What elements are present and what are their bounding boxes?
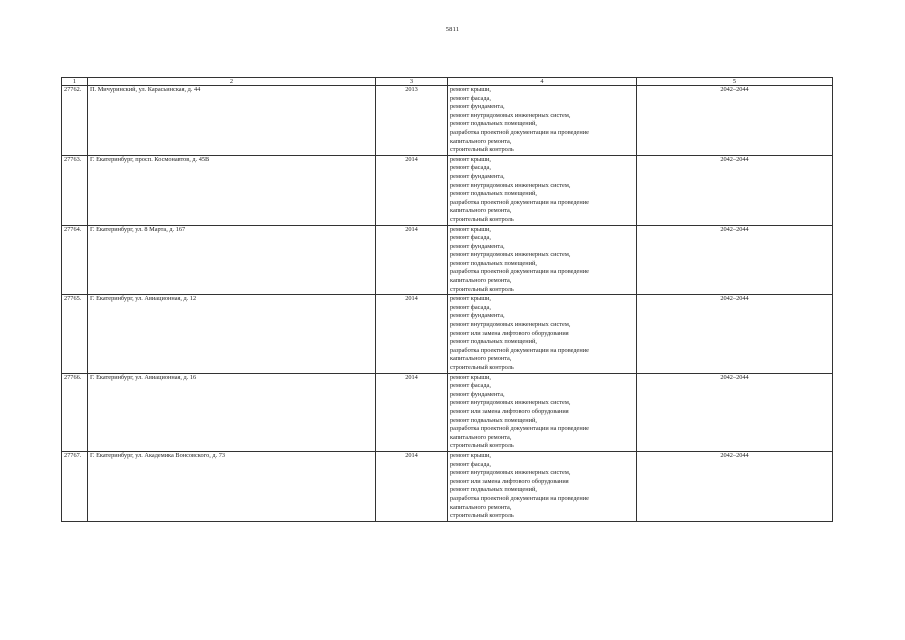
work-item: строительный контроль [450, 215, 514, 223]
row-year: 2014 [376, 295, 448, 373]
work-item: строительный контроль [450, 364, 514, 371]
work-item: ремонт фундамента, [450, 172, 505, 180]
work-item: ремонт подвальных помещений, [450, 190, 537, 198]
work-item: ремонт фасада, [450, 460, 491, 468]
row-address: Г. Екатеринбург, ул. 8 Марта, д. 167 [88, 225, 376, 295]
work-item: ремонт крыши, [450, 225, 492, 233]
table-row [62, 295, 833, 373]
column-header-5: 5 [637, 78, 833, 86]
column-header-2: 2 [88, 78, 376, 86]
row-period: 2042–2044 [637, 155, 833, 225]
work-item: ремонт или замена лифтового оборудования [450, 329, 569, 337]
work-item: ремонт фасада, [450, 234, 491, 242]
work-item: капитального ремонта, [450, 207, 512, 215]
work-item: ремонт внутридомовых инженерных систем, [450, 321, 571, 329]
work-item: капитального ремонта, [450, 355, 512, 363]
work-item: разработка проектной документации на проведение [450, 346, 589, 354]
work-item: строительный контроль [450, 512, 514, 520]
row-address: Г. Екатеринбург, ул. Авиационная, д. 16 [88, 373, 376, 451]
row-number: 27764. [62, 225, 88, 295]
row-number: 27765. [62, 295, 88, 373]
work-item: ремонт фасада, [450, 164, 491, 172]
work-item: капитального ремонта, [450, 277, 512, 285]
row-period: 2042–2044 [637, 373, 833, 451]
row-period: 2042–2044 [637, 295, 833, 373]
table-row [62, 373, 833, 451]
work-item: ремонт внутридомовых инженерных систем, [450, 181, 571, 189]
row-works-list [448, 295, 637, 373]
row-year: 2014 [376, 225, 448, 295]
table-row [62, 86, 833, 156]
row-year: 2014 [376, 451, 448, 521]
work-item: ремонт фундамента, [450, 390, 505, 398]
row-works-list [448, 225, 637, 295]
column-header-1: 1 [62, 78, 88, 86]
work-item: ремонт крыши, [450, 295, 492, 303]
row-address: Г. Екатеринбург, ул. Академика Вонсовского, д. 73 [88, 451, 376, 521]
work-item: разработка проектной документации на проведение [450, 425, 589, 433]
header-row [62, 78, 833, 86]
column-header-4: 4 [448, 78, 637, 86]
table-row [62, 451, 833, 521]
row-period: 2042–2044 [637, 225, 833, 295]
work-item: разработка проектной документации на проведение [450, 494, 589, 502]
row-works-list [448, 373, 637, 451]
work-item: строительный контроль [450, 285, 514, 293]
work-item: капитального ремонта, [450, 433, 512, 441]
work-item: ремонт или замена лифтового оборудования [450, 407, 569, 415]
row-address: Г. Екатеринбург, ул. Авиационная, д. 12 [88, 295, 376, 373]
work-item: ремонт подвальных помещений, [450, 338, 537, 346]
work-item: разработка проектной документации на проведение [450, 268, 589, 276]
row-number: 27767. [62, 451, 88, 521]
work-item: ремонт фундамента, [450, 312, 505, 320]
work-item: ремонт внутридомовых инженерных систем, [450, 399, 571, 407]
row-works-list [448, 86, 637, 156]
work-item: ремонт подвальных помещений, [450, 486, 537, 494]
work-item: ремонт фундамента, [450, 103, 505, 111]
row-year: 2013 [376, 86, 448, 156]
table-body [62, 86, 833, 522]
work-item: строительный контроль [450, 442, 514, 450]
work-item: ремонт крыши, [450, 86, 492, 93]
row-address: Г. Екатеринбург, просп. Космонавтов, д. 45В [88, 155, 376, 225]
row-year: 2014 [376, 155, 448, 225]
column-header-3: 3 [376, 78, 448, 86]
table-row [62, 155, 833, 225]
work-item: ремонт крыши, [450, 155, 492, 163]
work-item: ремонт внутридомовых инженерных систем, [450, 251, 571, 259]
work-item: ремонт фасада, [450, 382, 491, 390]
work-item: ремонт фасада, [450, 303, 491, 311]
row-year: 2014 [376, 373, 448, 451]
row-period: 2042–2044 [637, 451, 833, 521]
row-works-list [448, 155, 637, 225]
capital-repair-table [61, 77, 833, 522]
work-item: ремонт подвальных помещений, [450, 416, 537, 424]
work-item: ремонт крыши, [450, 373, 492, 381]
work-item: ремонт внутридомовых инженерных систем, [450, 111, 571, 119]
work-item: ремонт фасада, [450, 94, 491, 102]
work-item: ремонт подвальных помещений, [450, 259, 537, 267]
row-number: 27762. [62, 86, 88, 156]
row-address: П. Мичуринский, ул. Карасьинская, д. 44 [88, 86, 376, 156]
page-number: 5811 [445, 26, 460, 33]
work-item: капитального ремонта, [450, 503, 512, 511]
work-item: ремонт крыши, [450, 451, 492, 459]
work-item: ремонт или замена лифтового оборудования [450, 477, 569, 485]
work-item: строительный контроль [450, 146, 514, 154]
row-period: 2042–2044 [637, 86, 833, 156]
work-item: капитального ремонта, [450, 137, 512, 145]
row-number: 27766. [62, 373, 88, 451]
row-number: 27763. [62, 155, 88, 225]
work-item: ремонт внутридомовых инженерных систем, [450, 469, 571, 477]
work-item: ремонт фундамента, [450, 242, 505, 250]
work-item: разработка проектной документации на проведение [450, 128, 589, 136]
table-row [62, 225, 833, 295]
work-item: разработка проектной документации на проведение [450, 198, 589, 206]
work-item: ремонт подвальных помещений, [450, 120, 537, 128]
row-works-list [448, 451, 637, 521]
